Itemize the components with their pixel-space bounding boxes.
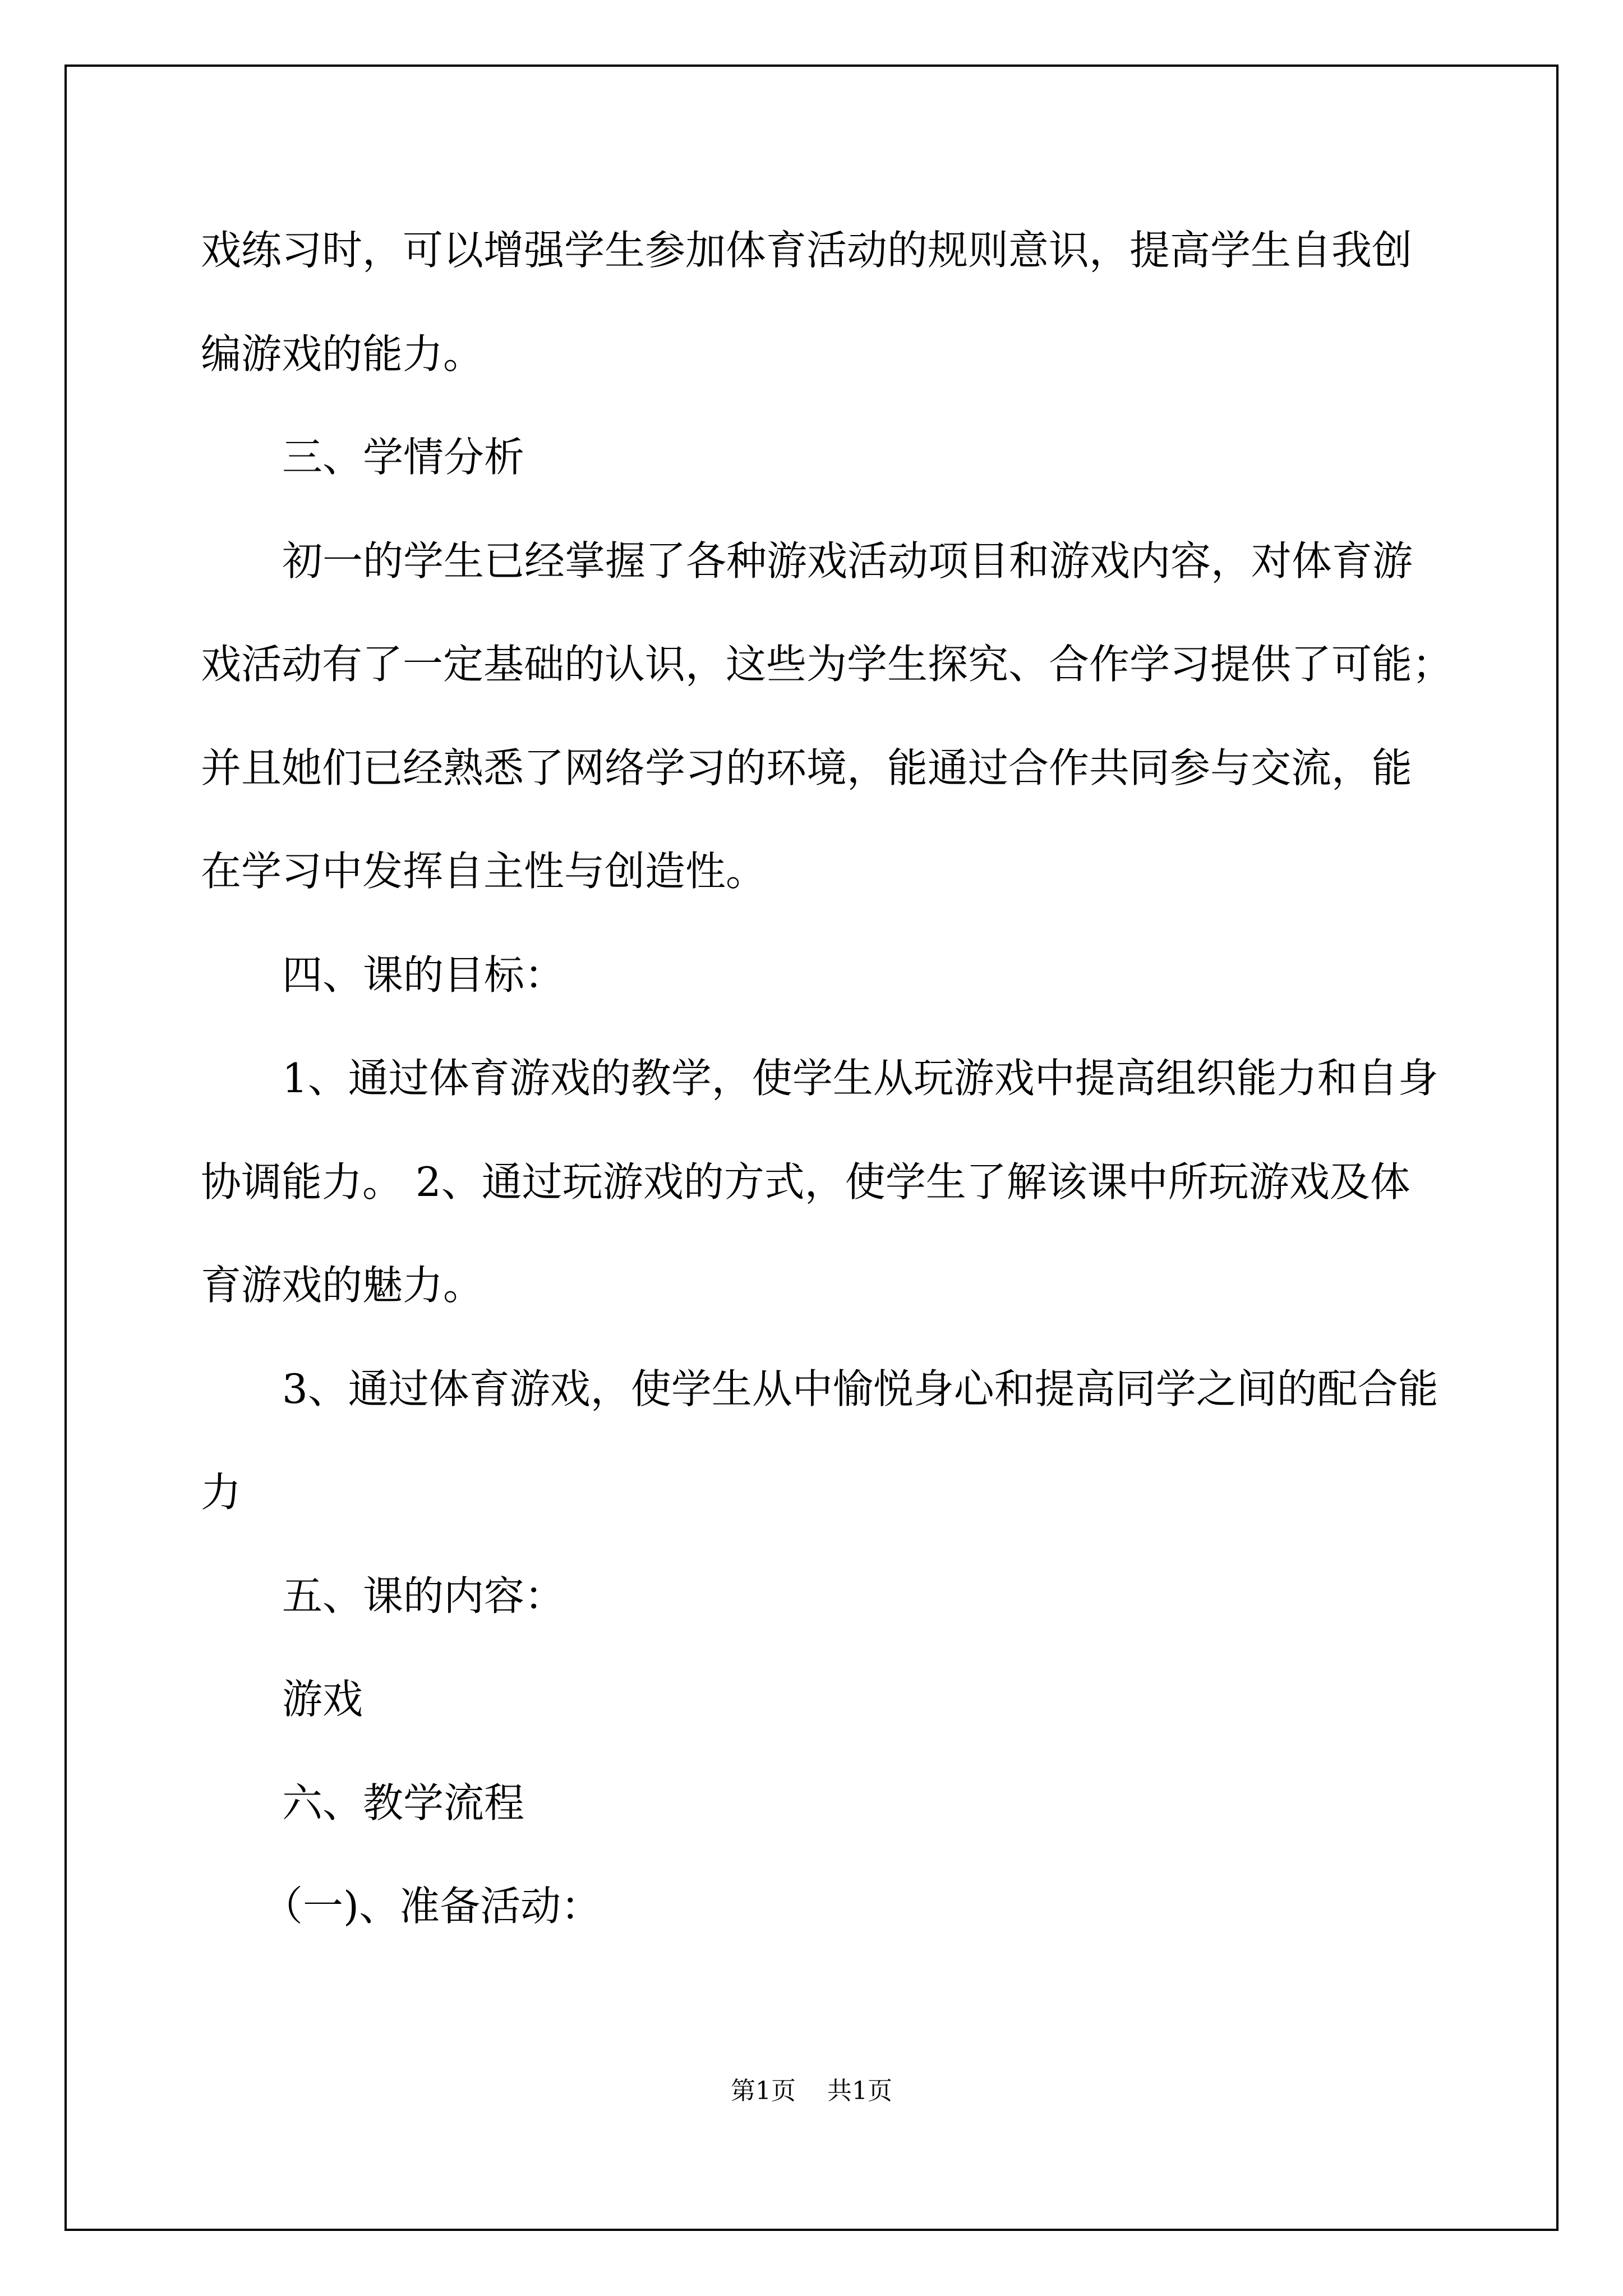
section-heading: 四、课的目标： <box>282 951 565 999</box>
section-heading: 三、学情分析 <box>282 434 525 481</box>
body-line: 3、通过体育游戏，使学生从中愉悦身心和提高同学之间的配合能 <box>282 1365 1438 1412</box>
body-line: 在学习中发挥自主性与创造性。 <box>201 848 767 895</box>
section-heading: 五、课的内容： <box>282 1572 565 1619</box>
body-line: 编游戏的能力。 <box>201 330 484 378</box>
body-line: 游戏 <box>282 1676 363 1723</box>
sub-heading: （一)、准备活动： <box>262 1883 602 1930</box>
page-footer: 第1页 共1页 <box>731 2077 892 2105</box>
body-line: 协调能力。 2、通过玩游戏的方式，使学生了解该课中所玩游戏及体 <box>201 1158 1410 1205</box>
body-line: 力 <box>201 1469 242 1516</box>
body-line: 戏练习时，可以增强学生参加体育活动的规则意识，提高学生自我创 <box>201 227 1413 274</box>
body-line: 育游戏的魅力。 <box>201 1262 484 1309</box>
body-line: 初一的学生已经掌握了各种游戏活动项目和游戏内容，对体育游 <box>282 537 1413 585</box>
section-heading: 六、教学流程 <box>282 1779 525 1826</box>
body-line: 并且她们已经熟悉了网络学习的环境，能通过合作共同参与交流，能 <box>201 744 1413 792</box>
body-line: 1、通过体育游戏的教学，使学生从玩游戏中提高组织能力和自身 <box>282 1055 1438 1102</box>
body-line: 戏活动有了一定基础的认识，这些为学生探究、合作学习提供了可能； <box>201 641 1453 688</box>
